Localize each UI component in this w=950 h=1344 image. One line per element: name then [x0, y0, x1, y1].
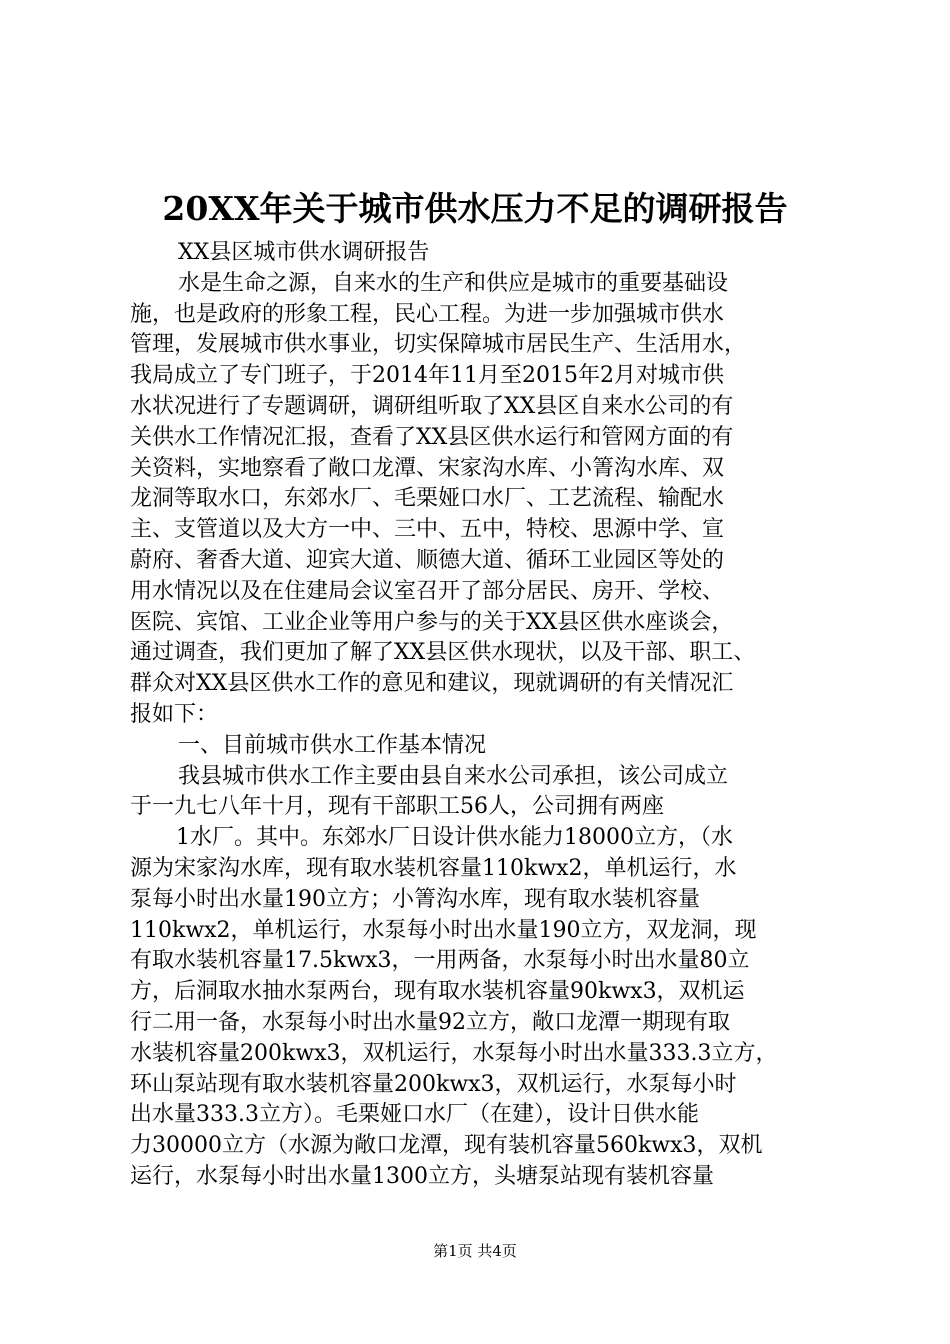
- paragraph-line: 管理，发展城市供水事业，切实保障城市居民生产、生活用水，: [130, 332, 747, 358]
- subtitle-line: XX县区城市供水调研报告: [178, 240, 430, 265]
- paragraph-line: 蔚府、奢香大道、迎宾大道、顺德大道、循环工业园区等处的: [130, 547, 725, 573]
- paragraph-line: 群众对XX县区供水工作的意见和建议，现就调研的有关情况汇: [130, 671, 734, 697]
- paragraph-line: 力30000立方（水源为敞口龙潭，现有装机容量560kwx3，双机: [130, 1133, 763, 1159]
- paragraph-line: 水状况进行了专题调研，调研组听取了XX县区自来水公司的有: [130, 393, 734, 419]
- paragraph-line: 主、支管道以及大方一中、三中、五中，特校、思源中学、宣: [130, 517, 725, 543]
- paragraph-line: 泵每小时出水量190立方；小箐沟水库，现有取水装机容量: [130, 886, 700, 912]
- paragraph-line: 源为宋家沟水库，现有取水装机容量110kwx2，单机运行，水: [130, 855, 737, 881]
- paragraph-line: 于一九七八年十月，现有干部职工56人，公司拥有两座: [130, 794, 664, 820]
- paragraph-line: 施，也是政府的形象工程，民心工程。为进一步加强城市供水: [130, 301, 725, 327]
- section-heading: 一、目前城市供水工作基本情况: [178, 732, 487, 758]
- paragraph-line: 出水量333.3立方）。毛栗娅口水厂（在建），设计日供水能: [130, 1102, 699, 1128]
- paragraph-line: 关资料，实地察看了敞口龙潭、宋家沟水库、小箐沟水库、双: [130, 455, 725, 481]
- paragraph-line: 我县城市供水工作主要由县自来水公司承担，该公司成立: [178, 763, 729, 789]
- paragraph-line: 用水情况以及在住建局会议室召开了部分居民、房开、学校、: [130, 578, 725, 604]
- paragraph-line: 1水厂。其中。东郊水厂日设计供水能力18000立方，（水: [176, 825, 733, 851]
- paragraph-line: 环山泵站现有取水装机容量200kwx3，双机运行，水泵每小时: [130, 1071, 737, 1097]
- paragraph-line: 水装机容量200kwx3，双机运行，水泵每小时出水量333.3立方，: [130, 1040, 778, 1066]
- paragraph-line: 行二用一备，水泵每小时出水量92立方，敞口龙潭一期现有取: [130, 1009, 730, 1035]
- document-body: [130, 238, 830, 1193]
- paragraph-line: 医院、宾馆、工业企业等用户参与的关于XX县区供水座谈会，: [130, 609, 734, 635]
- paragraph-line: 我局成立了专门班子，于2014年11月至2015年2月对城市供: [130, 363, 724, 389]
- paragraph-line: 通过调查，我们更加了解了XX县区供水现状，以及干部、职工、: [130, 640, 756, 666]
- paragraph-line: 有取水装机容量17.5kwx3，一用两备，水泵每小时出水量80立: [130, 948, 750, 974]
- paragraph-line: 关供水工作情况汇报，查看了XX县区供水运行和管网方面的有: [130, 424, 734, 450]
- page-number-footer: 第1页 共4页: [433, 1242, 517, 1260]
- paragraph-line: 运行，水泵每小时出水量1300立方，头塘泵站现有装机容量: [130, 1163, 714, 1189]
- paragraph-line: 水是生命之源，自来水的生产和供应是城市的重要基础设: [178, 270, 729, 296]
- document-title: 20XX年关于城市供水压力不足的调研报告: [162, 189, 788, 228]
- paragraph-line: 报如下：: [130, 701, 219, 727]
- paragraph-line: 方，后洞取水抽水泵两台，现有取水装机容量90kwx3，双机运: [130, 979, 745, 1005]
- paragraph-line: 110kwx2，单机运行，水泵每小时出水量190立方，双龙洞，现: [130, 917, 757, 943]
- paragraph-line: 龙洞等取水口，东郊水厂、毛栗娅口水厂、工艺流程、输配水: [130, 486, 725, 512]
